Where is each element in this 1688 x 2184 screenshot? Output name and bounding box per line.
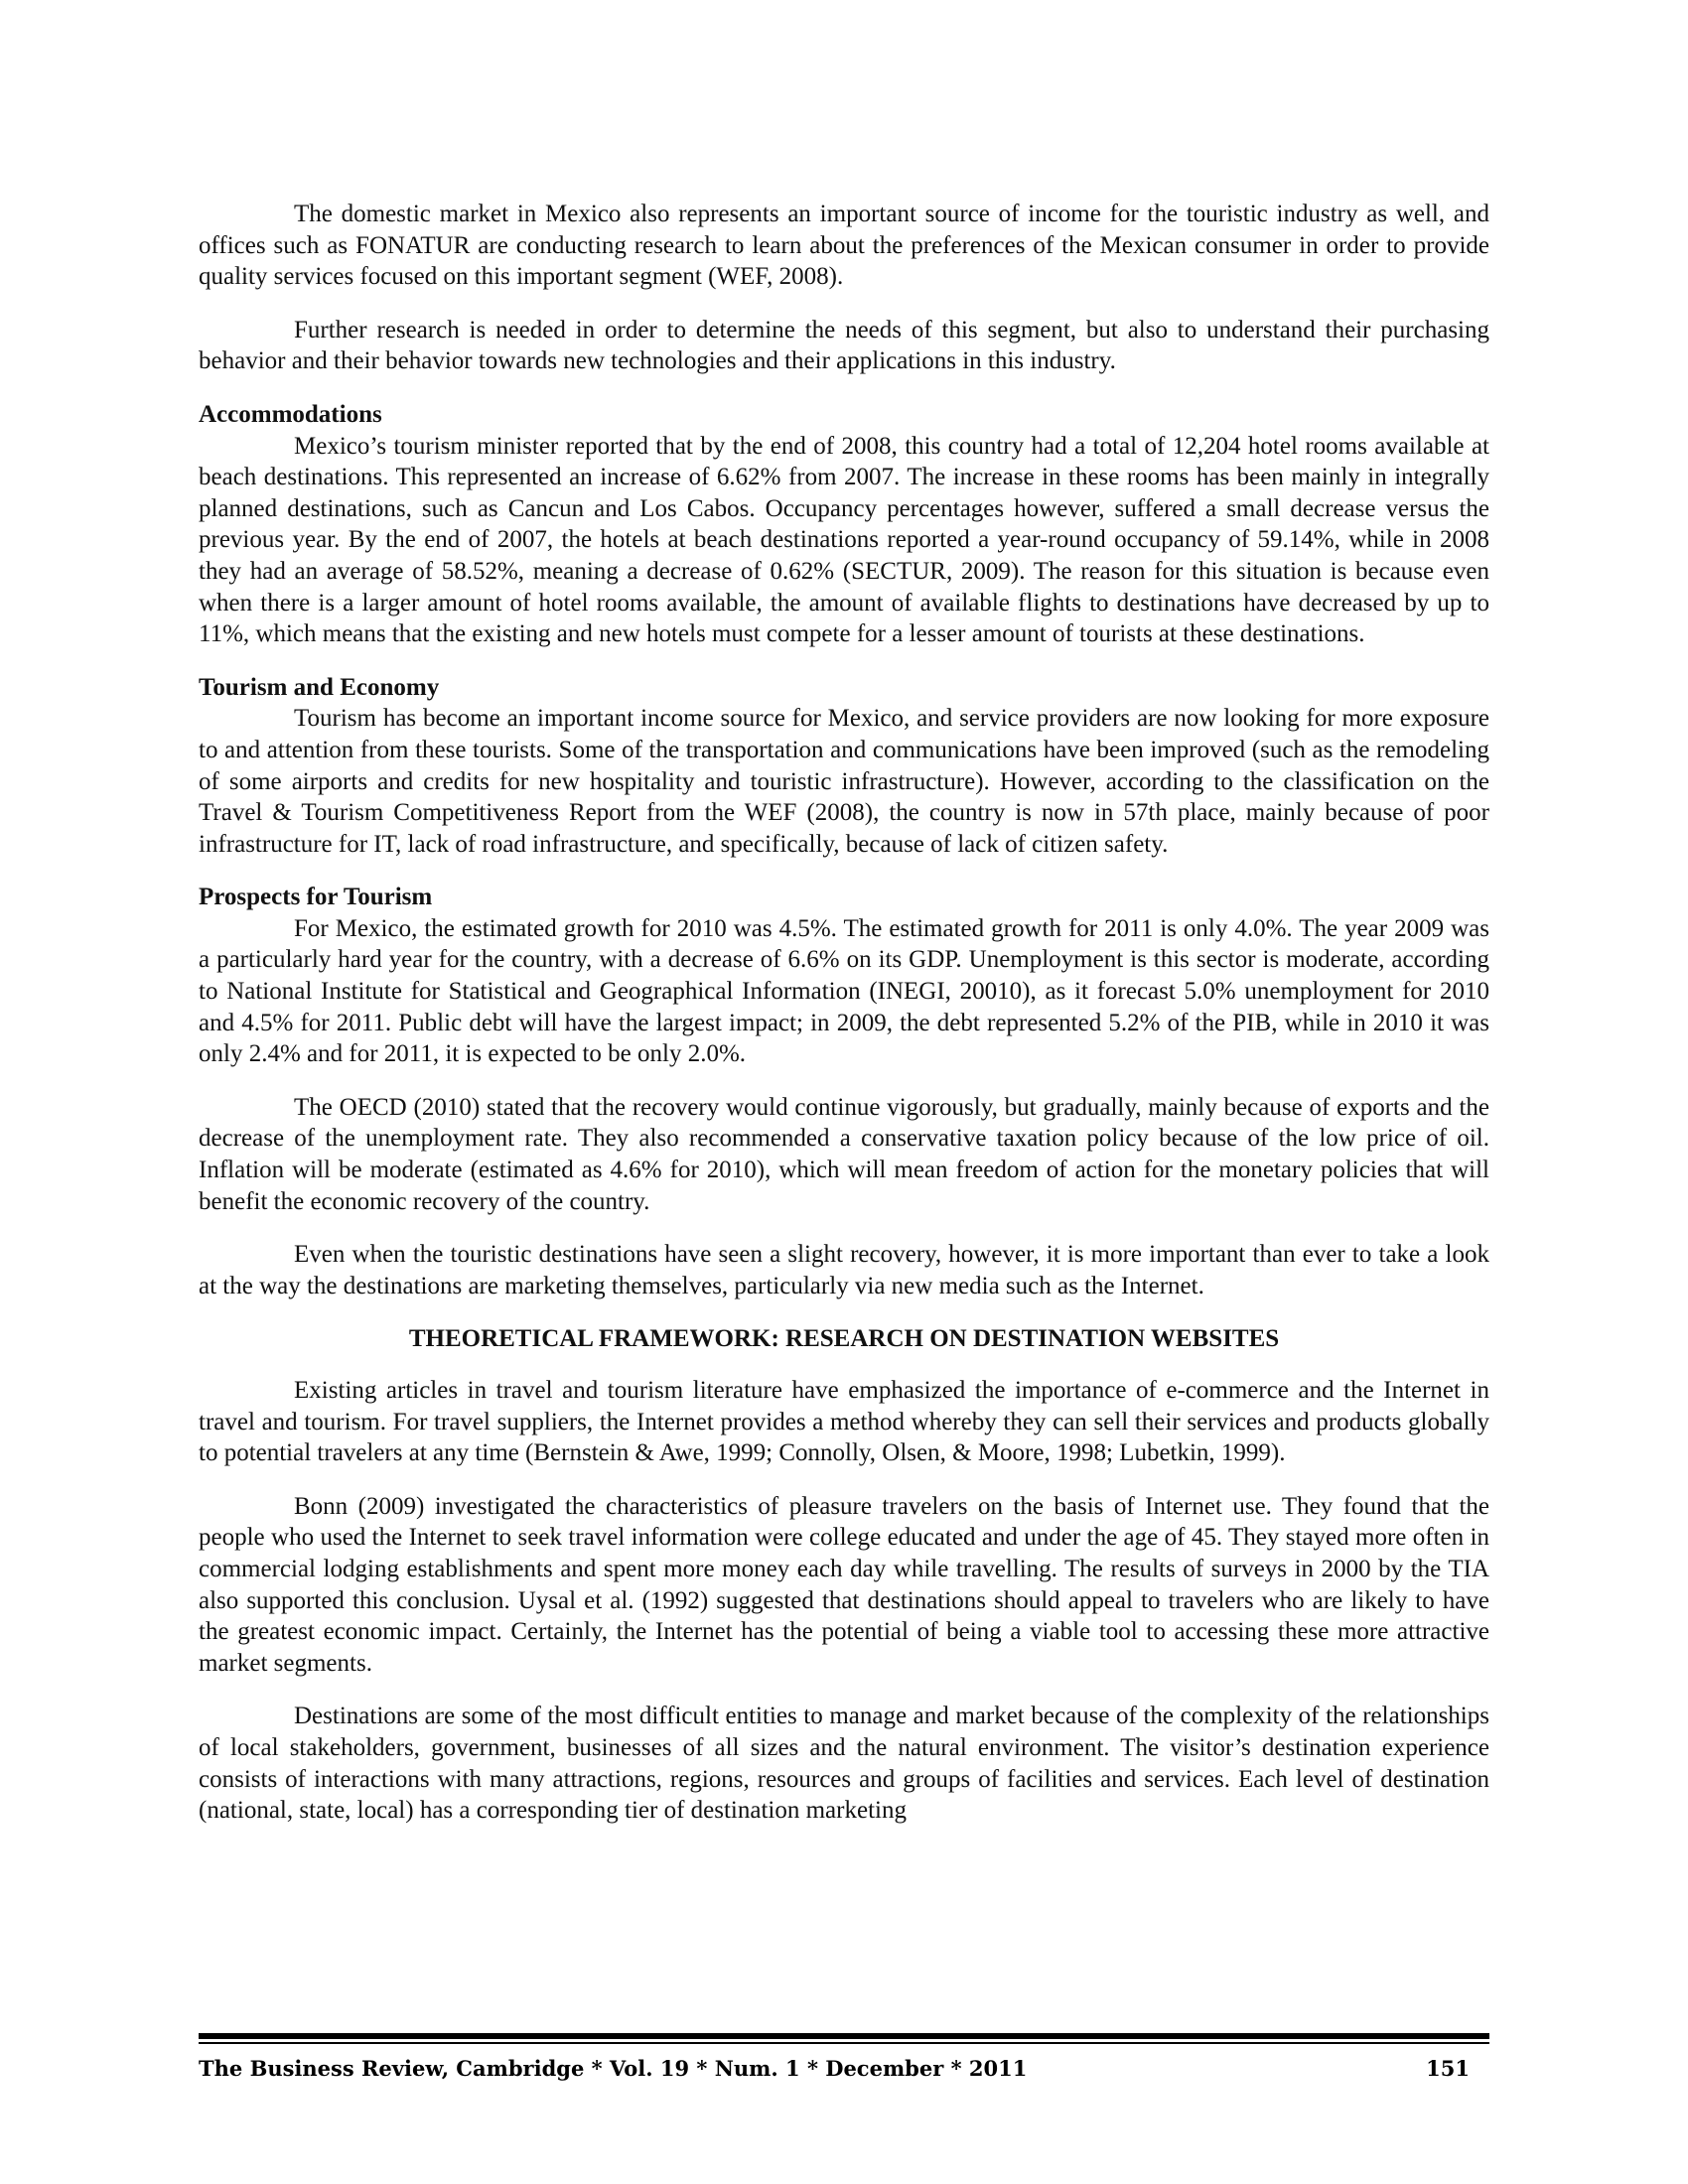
section-paragraph: For Mexico, the estimated growth for 2010 was 4.5%. The estimated growth for 2011 is only 4.0%. The year 2009 was a particularly hard year for the country, with a decrease of 6.6% on its GDP. Unemployment is this sector is moderate, according to National Institute for Statistical and Geographical Information (INEGI, 20010), as it forecast 5.0% unemployment for 2010 and 4.5% for 2011. Public debt will have the largest impact; in 2009, the debt represented 5.2% of the PIB, while in 2010 it was only 2.4% and for 2011, it is expected to be only 2.0%. — [199, 914, 1489, 1068]
page-number: 151 — [1426, 2056, 1470, 2081]
paragraph-bonn: Bonn (2009) investigated the characteristics of pleasure travelers on the basis of Internet use. They found that the people who used the Internet to seek travel information were college educated and under the age of 45. They stayed more often in commercial lodging establishments and spent more money each day while travelling. The results of surveys in 2000 by the TIA also supported this conclusion. Uysal et al. (1992) suggested that destinations should appeal to travelers who are likely to have the greatest economic impact. Certainly, the Internet has the potential of being a viable tool to accessing these more attractive market segments. — [199, 1492, 1489, 1677]
section-paragraph: Tourism has become an important income source for Mexico, and service providers are now looking for more exposure to and attention from these tourists. Some of the transportation and communications have been improved (such as the remodeling of some airports and credits for new hospitality and touristic infrastructure). However, according to the classification on the Travel & Tourism Competitiveness Report from the WEF (2008), the country is now in 57th place, mainly because of poor infrastructure for IT, lack of road infrastructure, and specifically, because of lack of citizen safety. — [199, 705, 1489, 858]
section-heading: Tourism and Economy — [199, 673, 440, 701]
page-body — [199, 199, 1489, 1848]
section-paragraph: Mexico’s tourism minister reported that by the end of 2008, this country had a total of 12,204 hotel rooms available at beach destinations. This represented an increase of 6.62% from 2007. The increase in these rooms has been mainly in integrally planned destinations, such as Cancun and Los Cabos. Occupancy percentages however, suffered a small decrease versus the previous year. By the end of 2007, the hotels at beach destinations reported a year-round occupancy of 59.14%, while in 2008 they had an average of 58.52%, meaning a decrease of 0.62% (SECTUR, 2009). The reason for this situation is because even when there is a larger amount of hotel rooms available, the amount of available flights to destinations have decreased by up to 11%, which means that the existing and new hotels must compete for a lesser amount of tourists at these destinations. — [199, 432, 1489, 648]
section-tourism-economy — [199, 672, 1489, 861]
footer-rule-thin — [199, 2042, 1489, 2044]
footer-row — [199, 2056, 1489, 2081]
paragraph-existing-articles: Existing articles in travel and tourism literature have emphasized the importance of e-commerce and the Internet in travel and tourism. For travel suppliers, the Internet provides a method whereby they can sell their services and products globally to potential travelers at any time (Bernstein & Awe, 1999; Connolly, Olsen, & Moore, 1998; Lubetkin, 1999). — [199, 1377, 1489, 1467]
theoretical-framework-heading: THEORETICAL FRAMEWORK: RESEARCH ON DESTINATION WEBSITES — [408, 1325, 1280, 1353]
paragraph-destinations: Destinations are some of the most difficult entities to manage and market because of the complexity of the relationships of local stakeholders, government, businesses of all sizes and the natural environment. The visitor’s destination experience consists of interactions with many attractions, regions, resources and groups of facilities and services. Each level of destination (national, state, local) has a corresponding tier of destination marketing — [199, 1703, 1489, 1825]
paragraph-further-research: Further research is needed in order to determine the needs of this segment, but also to understand their purchasing behavior and their behavior towards new technologies and their applications in this industry. — [199, 316, 1489, 375]
paragraph-oecd: The OECD (2010) stated that the recovery would continue vigorously, but gradually, mainly because of exports and the decrease of the unemployment rate. They also recommended a conservative taxation policy because of the low price of oil. Inflation will be moderate (estimated as 4.6% for 2010), which will mean freedom of action for the monetary policies that will benefit the economic recovery of the country. — [199, 1093, 1489, 1215]
section-prospects-tourism — [199, 882, 1489, 1070]
section-accommodations — [199, 399, 1489, 650]
journal-citation: The Business Review, Cambridge * Vol. 19 * Num. 1 * December * 2011 — [199, 2056, 1028, 2081]
section-heading: Prospects for Tourism — [199, 884, 433, 911]
footer-rule-thick — [199, 2033, 1489, 2039]
paragraph-domestic-market: The domestic market in Mexico also represents an important source of income for the touristic industry as well, and offices such as FONATUR are conducting research to learn about the preferences of the Mexican consumer in order to provide quality services focused on this important segment (WEF, 2008). — [199, 201, 1489, 291]
page-footer — [199, 2033, 1489, 2081]
section-heading: Accommodations — [199, 400, 382, 428]
paragraph-recovery: Even when the touristic destinations have seen a slight recovery, however, it is more important than ever to take a look at the way the destinations are marketing themselves, particularly via new media such as the Internet. — [199, 1241, 1489, 1299]
